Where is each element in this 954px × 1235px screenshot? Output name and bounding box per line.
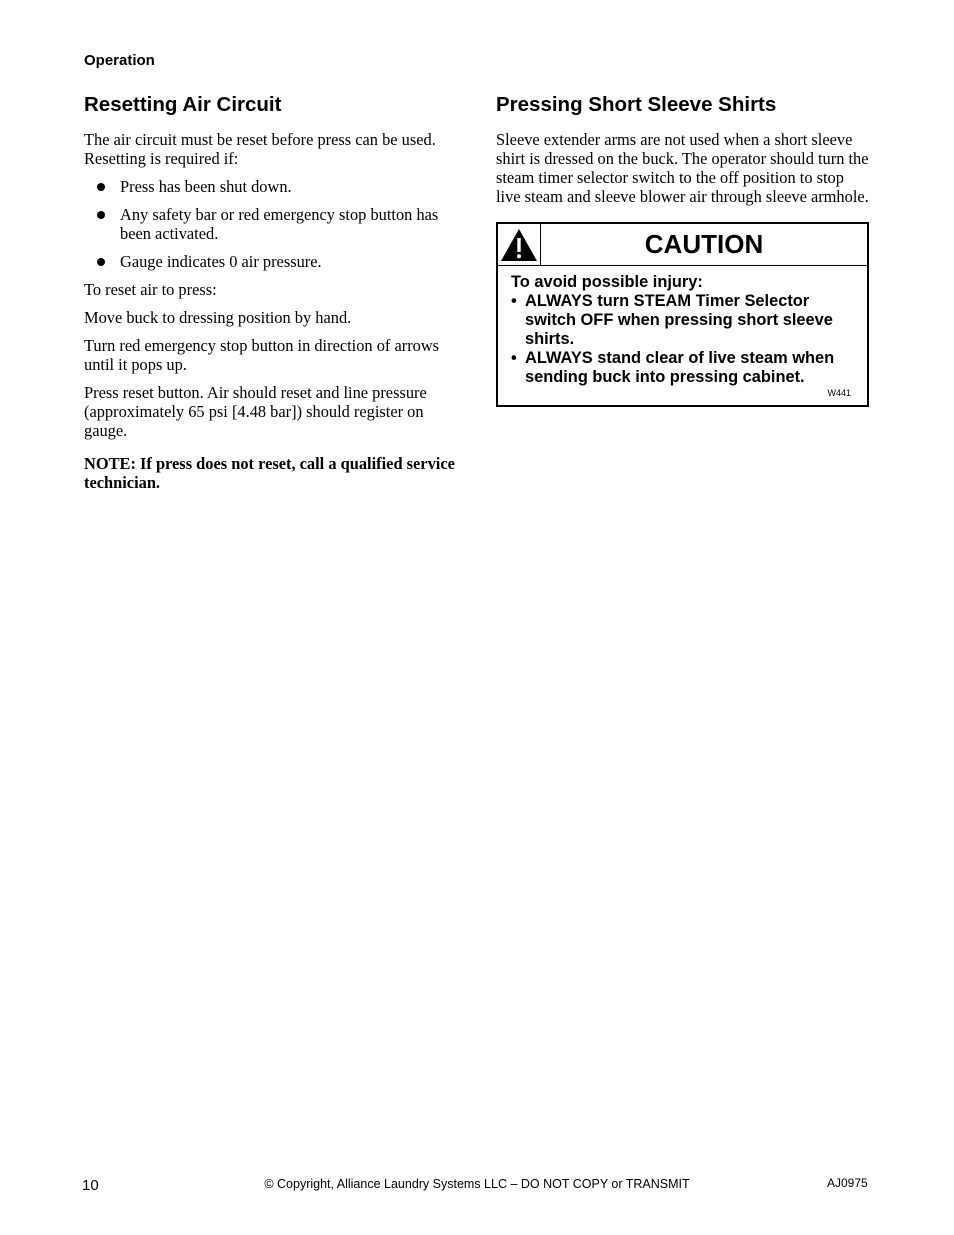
list-item: Any safety bar or red emergency stop button has been activated. [84,205,460,243]
left-column [84,92,460,501]
paragraph: To reset air to press: [84,280,217,299]
copyright-notice: © Copyright, Alliance Laundry Systems LLC – DO NOT COPY or TRANSMIT [264,1177,690,1191]
list-item: Press has been shut down. [84,177,460,196]
right-column [496,92,872,407]
caution-lead: To avoid possible injury: [511,273,703,291]
bullet-icon [97,211,105,219]
caution-box [496,222,869,407]
caution-title: CAUTION [644,229,764,259]
heading-resetting-air-circuit: Resetting Air Circuit [84,93,282,116]
note-paragraph: NOTE: If press does not reset, call a qualified service technician. [84,454,455,492]
caution-body [498,266,867,405]
warning-triangle-icon [500,227,538,263]
heading-pressing-short-sleeve-shirts: Pressing Short Sleeve Shirts [496,93,777,116]
caution-code: W441 [827,388,851,398]
page-number: 10 [82,1177,99,1194]
list-item: • ALWAYS stand clear of live steam when sending buck into pressing cabinet. [511,349,835,386]
bullet-icon [97,258,105,266]
paragraph: Move buck to dressing position by hand. [84,308,352,327]
bullet-icon [97,183,105,191]
list-item: Gauge indicates 0 air pressure. [84,252,460,271]
section-label: Operation [84,52,155,69]
body-paragraph: Sleeve extender arms are not used when a short sleeve shirt is dressed on the buck. The operator should turn the steam timer selector switch to the off position to stop live steam and sleeve blower air through sleeve armhole. [496,130,869,206]
intro-paragraph: The air circuit must be reset before press can be used. Resetting is required if: [84,130,436,168]
document-code: AJ0975 [827,1176,868,1190]
reset-conditions-list [84,177,460,271]
paragraph: Press reset button. Air should reset and line pressure (approximately 65 psi [4.48 bar]) should register on gauge. [84,383,427,440]
caution-list [511,292,857,387]
list-item: • ALWAYS turn STEAM Timer Selector switch OFF when pressing short sleeve shirts. [511,292,833,348]
paragraph: Turn red emergency stop button in direction of arrows until it pops up. [84,336,440,374]
caution-header [498,224,867,266]
